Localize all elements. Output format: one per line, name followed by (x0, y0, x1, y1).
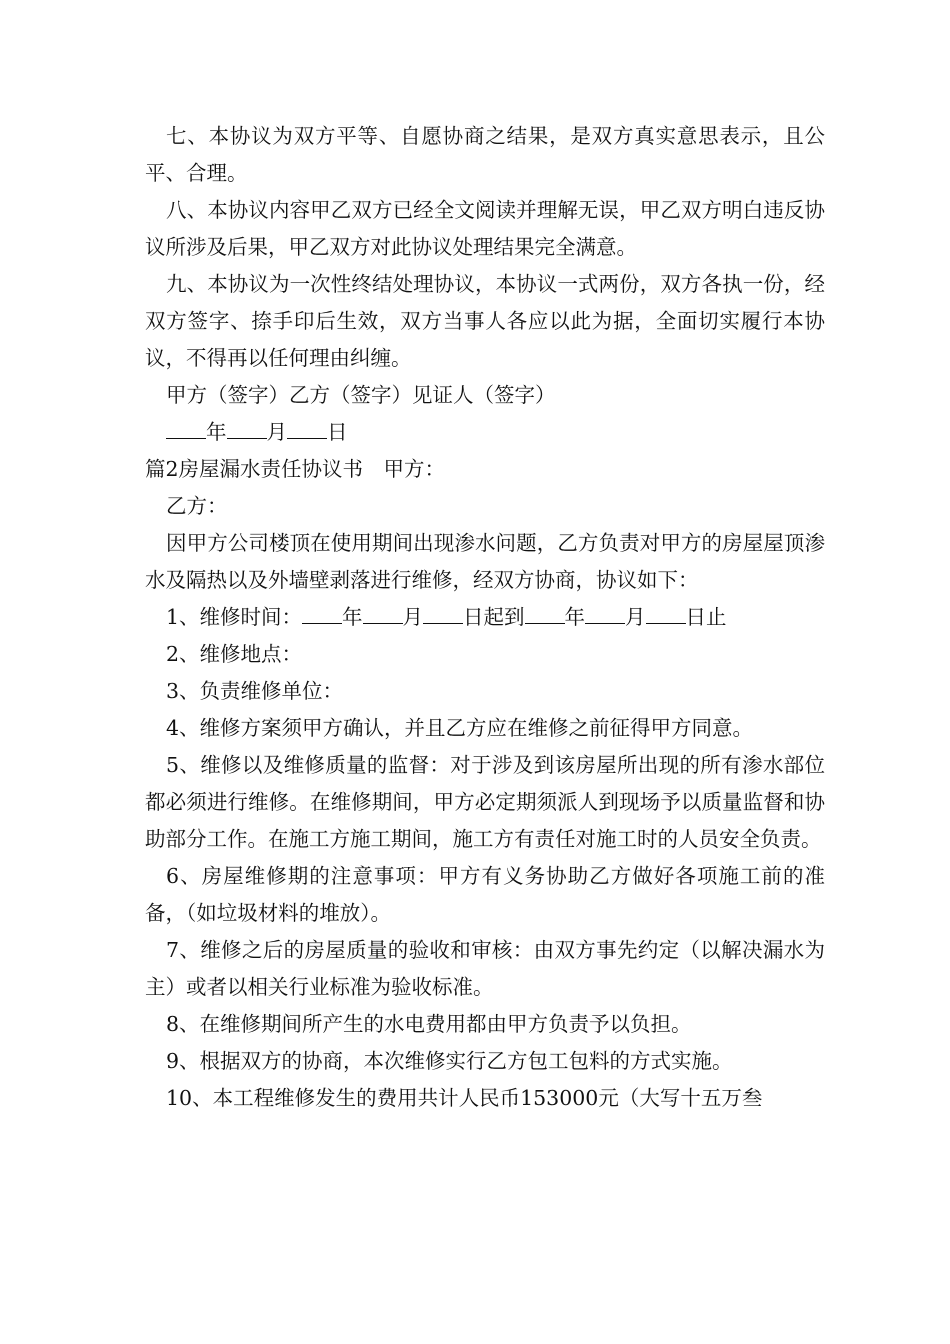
blank-to-day (646, 605, 686, 624)
date-month-label: 月 (266, 420, 287, 444)
blank-from-year (302, 605, 342, 624)
item-1-label: 1、维修时间： (166, 605, 303, 629)
from-year-label: 年 (342, 605, 363, 629)
item-4: 4、维修方案须甲方确认，并且乙方应在维修之前征得甲方同意。 (166, 716, 754, 740)
item-5: 5、维修以及维修质量的监督：对于涉及到该房屋所出现的所有渗水部位都必须进行维修。在维修期间，甲方必定期须派人到现场予以质量监督和协助部分工作。在施工方施工期间，施工方有责任对施工时的人员安全负责。 (145, 753, 825, 851)
section-heading: 篇2房屋漏水责任协议书 甲方： (145, 457, 446, 481)
item-9: 9、根据双方的协商，本次维修实行乙方包工包料的方式实施。 (166, 1049, 733, 1073)
item-10: 10、本工程维修发生的费用共计人民币153000元（大写十五万叁 (166, 1086, 763, 1110)
from-day-label: 日起到 (463, 605, 525, 629)
intro-paragraph: 因甲方公司楼顶在使用期间出现渗水问题，乙方负责对甲方的房屋屋顶渗水及隔热以及外墙壁剥落进行维修，经双方协商，协议如下： (145, 531, 825, 592)
date-line (145, 414, 825, 451)
clause-9: 九、本协议为一次性终结处理协议，本协议一式两份，双方各执一份，经双方签字、捺手印后生效，双方当事人各应以此为据，全面切实履行本协议，不得再以任何理由纠缠。 (145, 272, 825, 370)
blank-day (287, 420, 327, 439)
from-month-label: 月 (402, 605, 424, 629)
to-year-label: 年 (564, 605, 586, 629)
blank-to-year (525, 605, 565, 624)
to-month-label: 月 (625, 605, 646, 629)
item-2: 2、维修地点： (166, 642, 303, 666)
party-b-line: 乙方： (166, 494, 228, 518)
blank-year (166, 420, 206, 439)
item-6: 6、房屋维修期的注意事项：甲方有义务协助乙方做好各项施工前的准备，（如垃圾材料的堆放）。 (145, 864, 825, 925)
item-1 (145, 599, 825, 636)
item-7: 7、维修之后的房屋质量的验收和审核：由双方事先约定（以解决漏水为主）或者以相关行业标准为验收标准。 (145, 938, 825, 999)
blank-month (227, 420, 267, 439)
to-day-label: 日止 (685, 605, 727, 629)
item-3: 3、负责维修单位： (166, 679, 344, 703)
signature-line: 甲方（签字）乙方（签字）见证人（签字） (166, 383, 556, 407)
clause-8: 八、本协议内容甲乙双方已经全文阅读并理解无误，甲乙双方明白违反协议所涉及后果，甲乙双方对此协议处理结果完全满意。 (145, 198, 825, 259)
clause-7: 七、本协议为双方平等、自愿协商之结果，是双方真实意思表示，且公平、合理。 (145, 124, 825, 185)
item-8: 8、在维修期间所产生的水电费用都由甲方负责予以负担。 (166, 1012, 692, 1036)
date-year-label: 年 (206, 420, 227, 444)
blank-from-day (423, 605, 463, 624)
document-page (145, 118, 825, 1117)
blank-to-month (585, 605, 625, 624)
date-day-label: 日 (327, 420, 348, 444)
blank-from-month (363, 605, 403, 624)
